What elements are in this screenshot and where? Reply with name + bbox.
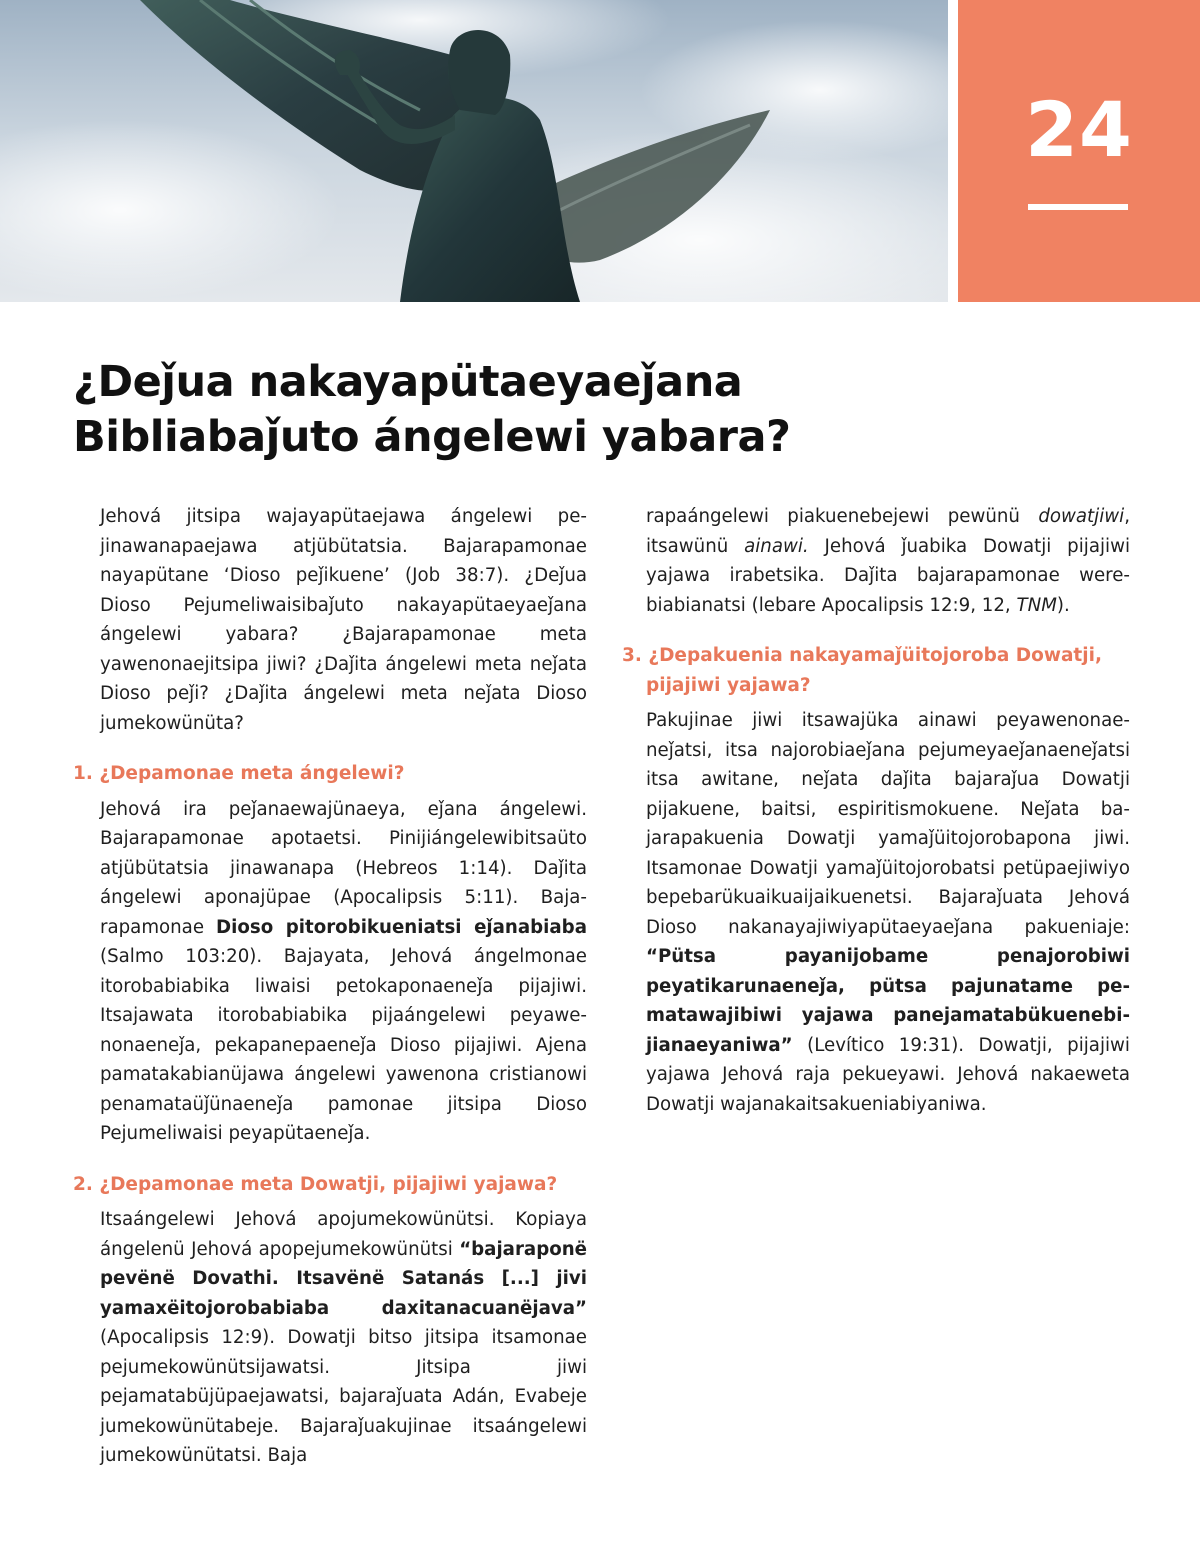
right-column [622,502,1130,1119]
chapter-badge [958,0,1200,302]
chapter-underline [1028,204,1128,210]
section-1-emphasis: Dioso pitorobikueniatsi eǰanabiaba [216,916,587,938]
section-3-heading: 3. ¿Depakuenia nakayamaǰüitojoroba Dowatji, pijajiwi yajawa? [622,645,1102,696]
section-3-body: Pakujinae jiwi itsawajüka ainawi peyawenonaeneǰatsi, itsa najorobiaeǰana pejumeyaeǰanaeneǰatsi itsa awitane, neǰata daǰita bajaraǰua Dowatji pijakuene, baitsi, espiritismokuene. Neǰata bajarapakuenia Dowatji yamaǰüitojorobapona jiwi. Itsamonae Dowatji yamaǰüitojorobatsi petüpaejiwiyo bepebarükuaikuaijaikuenetsi. Bajaraǰuata Jehová Dioso nakanayajiwiyapütaeyaeǰana pakueniaje: “Pütsa payanijobame penajorobiwi peyatikarunaeneǰa, pütsa pajunatame pematawajibiwi yajawa panejamatabükuenebijianaeyaniwa” (Levítico 19:31). Dowatji, pijajiwi yajawa Jehová raja pekueyawi. Jehová nakaeweta Dowatji wajanakaitsakueniabiyaniwa. [646,710,1130,1115]
chapter-number: 24 [1025,85,1133,174]
section-2-heading: 2. ¿Depamonae meta Dowatji, pijajiwi yajawa? [73,1173,558,1195]
left-column [73,502,587,1471]
section-2-body-continued: rapaángelewi piakuenebejewi pewünü dowatjiwi, itsawünü ainawi. Jehová ǰuabika Dowatji pijajiwi yajawa irabetsika. Daǰita bajarapamonae werebiabianatsi (lebare Apocalipsis 12:9, 12, TNM). [646,506,1130,616]
section-1-heading: 1. ¿Depamonae meta ángelewi? [73,763,405,784]
section-2-quote: “bajaraponë pevënë Dovathi. Itsavënë Satanás [...] jivi yamaxëitojorobabiaba daxitanacuanëjava” [100,1238,587,1319]
page-title [73,355,873,465]
section-2-body: Itsaángelewi Jehová apojumekowünütsi. Kopiaya ángelenü Jehová apopejumekowünütsi “bajaraponë pevënë Dovathi. Itsavënë Satanás [...] jivi yamaxëitojorobabiaba daxitanacuanëjava” (Apocalipsis 12:9). Dowatji bitso jitsipa itsamonae pejumekowünütsijawatsi. Jitsipa jiwi pejamatabüjüpaejawatsi, bajaraǰuata Adán, Evabeje jumekowünütabeje. Bajaraǰuakujinae itsaángelewi jumekowünütatsi. Baja [100,1209,587,1466]
section-1-body: Jehová ira peǰanaewajünaeya, eǰana ángelewi. Bajarapamonae apotaetsi. Pinijiángelewibitsaüto atjübütatsia jinawanapa (Hebreos 1:14). Daǰita ángelewi aponajüpae (Apocalipsis 5:11). Bajarapamonae Dioso pitorobikueniatsi eǰanabiaba (Salmo 103:20). Bajayata, Jehová ángelmonae itorobabiabika liwaisi petokaponaeneǰa pijajiwi. Itsajawata itorobabiabika pijaángelewi peyawenonaeneǰa, pekapanepaeneǰa Dioso pijajiwi. Ajena pamatakabianüjawa ángelewi yawenona cristianowi penamataüǰünaeneǰa pamonae jitsipa Dioso Pejumeliwaisi peyapütaeneǰa. [100,798,587,1144]
angel-statue-illustration [0,0,948,302]
intro-paragraph: Jehová jitsipa wajayapütaejawa ángelewi pejinawanapaejawa atjübütatsia. Bajarapamonae nayapütane ‘Dioso peǰikuene’ (Job 38:7). ¿Deǰua Dioso Pejumeliwaisibaǰuto nakayapütaeyaeǰana ángelewi yabara? ¿Bajarapamonae meta yawenonaejitsipa jiwi? ¿Daǰita ángelewi meta neǰata Dioso peǰi? ¿Daǰita ángelewi meta neǰata Dioso jumekowünüta? [100,506,587,734]
section-3-quote: “Pütsa payanijobame penajorobiwi peyatikarunaeneǰa, pütsa pajunatame pematawajibiwi yajawa panejamatabükuenebijianaeyaniwa” [646,946,1130,1056]
hero-angel-statue-image [0,0,948,302]
page-title-line-2: Bibliabaǰuto ángelewi yabara? [73,412,791,462]
page-title-line-1: ¿Deǰua nakayapütaeyaeǰana [73,357,743,407]
